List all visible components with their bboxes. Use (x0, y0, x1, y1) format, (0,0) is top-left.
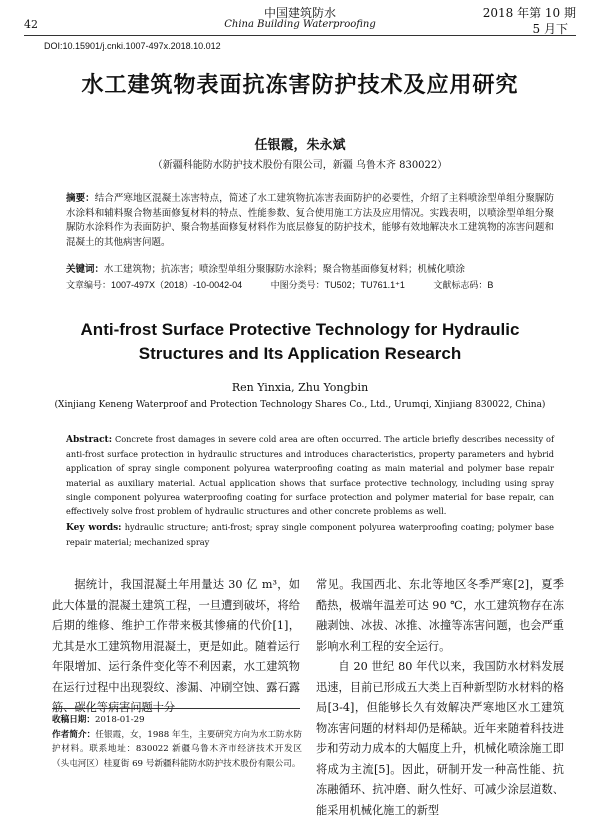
keywords-cn (66, 263, 554, 277)
keywords-en-label: Key words: (66, 523, 122, 533)
keywords-cn-text: 水工建筑物；抗冻害；喷涂型单组分聚脲防水涂料；聚合物基面修复材料；机械化喷涂 (104, 264, 466, 275)
body-paragraph: 自 20 世纪 80 年代以来，我国防水材料发展迅速，目前已形成五大类上百种新型防水材料的格局[3-4]，但能够长久有效解决严寒地区水工建筑物冻害问题的材料却仍是稀缺。近年来随着科技进步和劳动力成本的大幅度上升，机械化喷涂施工即将成为主流[5]。因此，研制开发一种高性能、抗冻融循环、抗冲磨、耐久性好、可减少涂层道数、能采用机械化施工的新型 (316, 660, 564, 817)
abstract-en-text: Concrete frost damages in severe cold area are often occurred. The article briefly describes necessity of anti-frost surface protection in hydraulic structures and introduces characteristics, property parameters and hybrid application of spray single component polyurea waterproofing coating as main material and polymer base repair material as auxiliary material. Actual application shows that surface protective technology, including using spray single component polyurea waterproofing coating for surface protection and polymer material for base repair, can effectively solve frost problem of hydraulic structures and other concrete problems as well. (66, 434, 554, 517)
authors-cn: 任银霞，朱永斌 (254, 138, 346, 153)
affiliation-en: (Xinjiang Keneng Waterproof and Protection Technology Shares Co., Ltd., Urumqi, Xinjiang 830022, China) (54, 400, 546, 410)
body-column-left (52, 575, 300, 719)
abstract-cn-text: 结合严寒地区混凝土冻害特点，简述了水工建筑物抗冻害表面防护的必要性，介绍了主料喷涂型单组分聚脲防水涂料和辅料聚合物基面修复材料的特点、性能参数、复合使用施工方法及应用情况。实践表明，以喷涂型单组分聚脲防水涂料作为表面防护、聚合物基面修复材料作为底层修复的防护技术，能够有效地解决水工建筑物的冻害问题和混凝土的其他病害问题。 (66, 193, 554, 248)
keywords-en (66, 520, 554, 549)
article-number: 文章编号：1007-497X（2018）-10-0042-04 (66, 280, 243, 290)
article-info (66, 278, 554, 291)
clc-number: 中图分类号：TU502；TU761.1⁺1 (270, 280, 405, 290)
body-column-right (316, 575, 564, 821)
bio-label: 作者简介： (52, 729, 96, 740)
author-bio (52, 728, 302, 772)
journal-name-en: China Building Waterproofing (224, 19, 376, 30)
abstract-cn (66, 192, 554, 250)
received-date (52, 713, 302, 728)
journal-name-cn: 中国建筑防水 (263, 6, 336, 20)
issue-month: 5 月下 (532, 22, 568, 36)
received-value: 2018-01-29 (94, 715, 145, 725)
body-paragraph: 常见。我国西北、东北等地区冬季严寒[2]，夏季酷热，极端年温差可达 90 ℃，水工建筑物存在冻融剥蚀、冰拔、冰推、冰撞等冻害问题，也会严重影响水利工程的安全运行。 (316, 578, 564, 653)
document-code: 文献标志码：B (433, 280, 494, 290)
running-header (24, 4, 576, 34)
keywords-cn-label: 关键词： (66, 264, 105, 275)
received-label: 收稿日期： (52, 715, 95, 725)
abstract-en (66, 432, 554, 518)
page-number: 42 (24, 18, 38, 31)
title-en: Anti-frost Surface Protective Technology for Hydraulic Structures and Its Application Research (80, 320, 520, 363)
bio-text: 任银霞，女，1988 年生，主要研究方向为水工防水防护材料。联系地址：830022 新疆乌鲁木齐市经济技术开发区（头屯河区）桂夏街 69 号新疆科能防水防护技术股份有限公司。 (52, 729, 302, 769)
affiliation-cn: （新疆科能防水防护技术股份有限公司，新疆 乌鲁木齐 830022） (152, 160, 448, 171)
abstract-cn-label: 摘要： (66, 193, 95, 204)
body-paragraph: 据统计，我国混凝土年用量达 30 亿 m³，如此大体量的混凝土建筑工程，一旦遭到破坏，将给后期的维修、维护工作带来极其惨痛的代价[1]，尤其是水工建筑物用混凝土，更是如此。随着运行年限增加、运行条件变化等不利因素，水工建筑物在运行过程中出现裂纹、渗漏、冲刷空蚀、露石露筋、碳化等病害问题十分 (52, 578, 300, 714)
authors-en: Ren Yinxia, Zhu Yongbin (231, 381, 369, 394)
doi[interactable]: DOI:10.15901/j.cnki.1007-497x.2018.10.012 (44, 41, 221, 51)
issue-year: 2018 年第 10 期 (482, 6, 576, 20)
header-rule (24, 35, 576, 36)
abstract-en-label: Abstract: (66, 435, 113, 445)
title-cn: 水工建筑物表面抗冻害防护技术及应用研究 (81, 72, 519, 98)
footnote (52, 713, 302, 771)
keywords-en-text: hydraulic structure; anti-frost; spray single component polyurea waterproofing coating; polymer base repair material; mechanized spray (66, 522, 555, 548)
footnote-rule (52, 708, 300, 709)
